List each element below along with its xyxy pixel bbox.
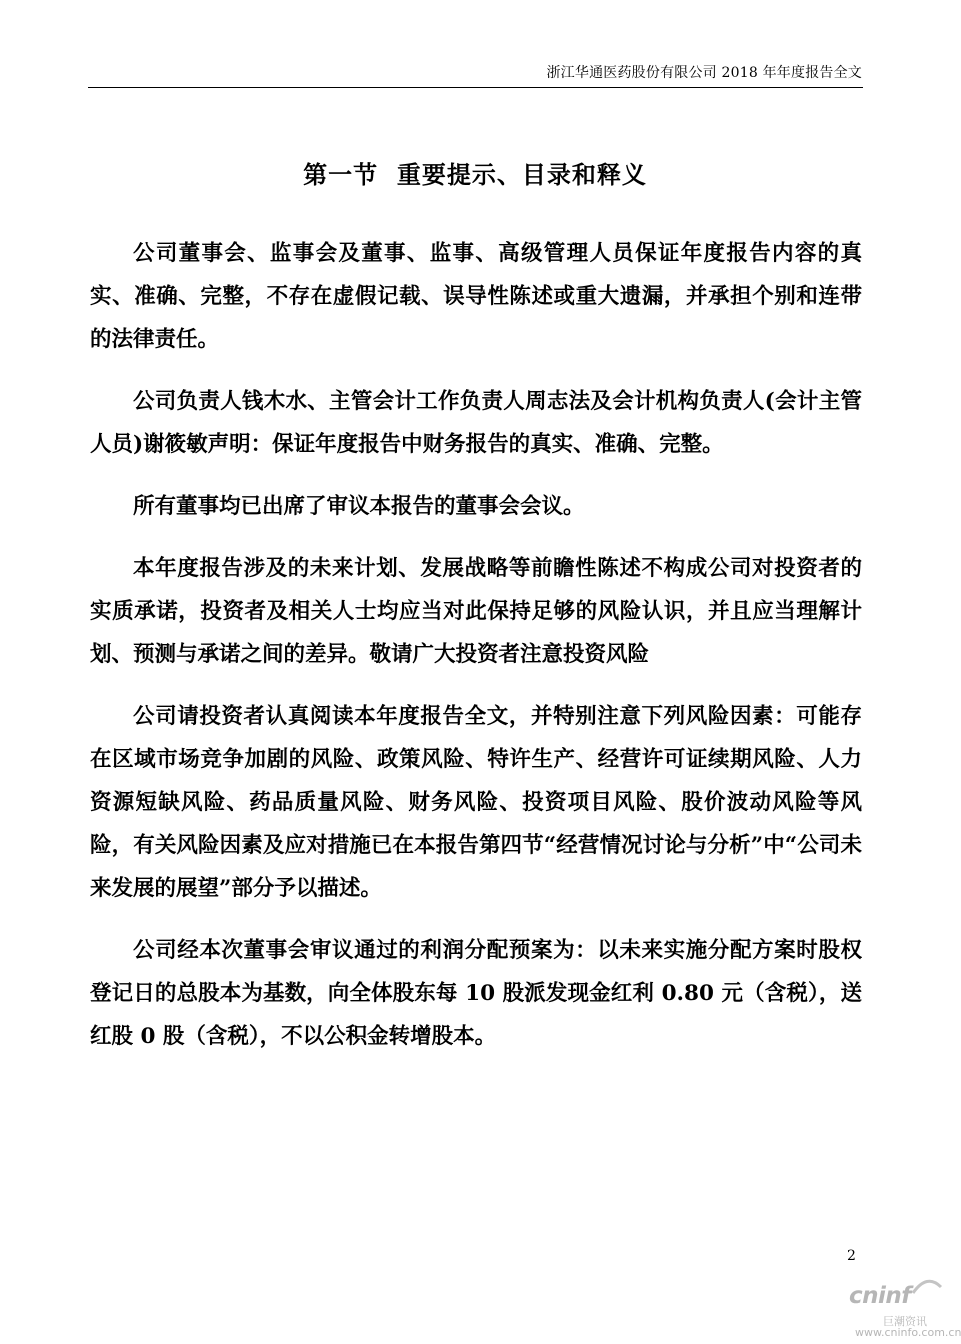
page-number: 2 <box>847 1248 856 1264</box>
header-divider <box>88 87 863 88</box>
watermark-url: www.cninfo.com.cn <box>855 1326 961 1339</box>
document-body <box>90 232 862 1077</box>
paragraph-board-guarantee: 公司董事会、监事会及董事、监事、高级管理人员保证年度报告内容的真实、准确、完整，不存在虚假记载、误导性陈述或重大遗漏，并承担个别和连带的法律责任。 <box>90 241 862 352</box>
paragraph-forward-looking: 本年度报告涉及的未来计划、发展战略等前瞻性陈述不构成公司对投资者的实质承诺，投资者及相关人士均应当对此保持足够的风险认识，并且应当理解计划、预测与承诺之间的差异。敬请广大投资者注意投资风险 <box>90 556 862 667</box>
section-title: 第一节 重要提示、目录和释义 <box>303 160 647 189</box>
watermark-subtitle: 巨潮资讯 <box>883 1315 927 1328</box>
paragraph-risk-factors: 公司请投资者认真阅读本年度报告全文，并特别注意下列风险因素：可能存在区域市场竞争加剧的风险、政策风险、特许生产、经营许可证续期风险、人力资源短缺风险、药品质量风险、财务风险、投资项目风险、股价波动风险等风险，有关风险因素及应对措施已在本报告第四节“经营情况讨论与分析”中“公司未来发展的展望”部分予以描述。 <box>90 704 862 901</box>
paragraph-profit-distribution: 公司经本次董事会审议通过的利润分配预案为：以未来实施分配方案时股权登记日的总股本为基数，向全体股东每 10 股派发现金红利 0.80 元（含税），送红股 0 股（含税），不以公积金转增股本。 <box>90 938 862 1049</box>
paragraph-responsible-persons: 公司负责人钱木水、主管会计工作负责人周志法及会计机构负责人(会计主管人员)谢筱敏声明：保证年度报告中财务报告的真实、准确、完整。 <box>90 389 862 457</box>
paragraph-attendance: 所有董事均已出席了审议本报告的董事会会议。 <box>133 494 585 519</box>
watermark-logo: cninf <box>849 1283 911 1309</box>
running-header: 浙江华通医药股份有限公司 2018 年年度报告全文 <box>546 65 862 81</box>
watermark-arc-icon <box>911 1277 943 1295</box>
cninfo-watermark <box>825 1283 961 1341</box>
